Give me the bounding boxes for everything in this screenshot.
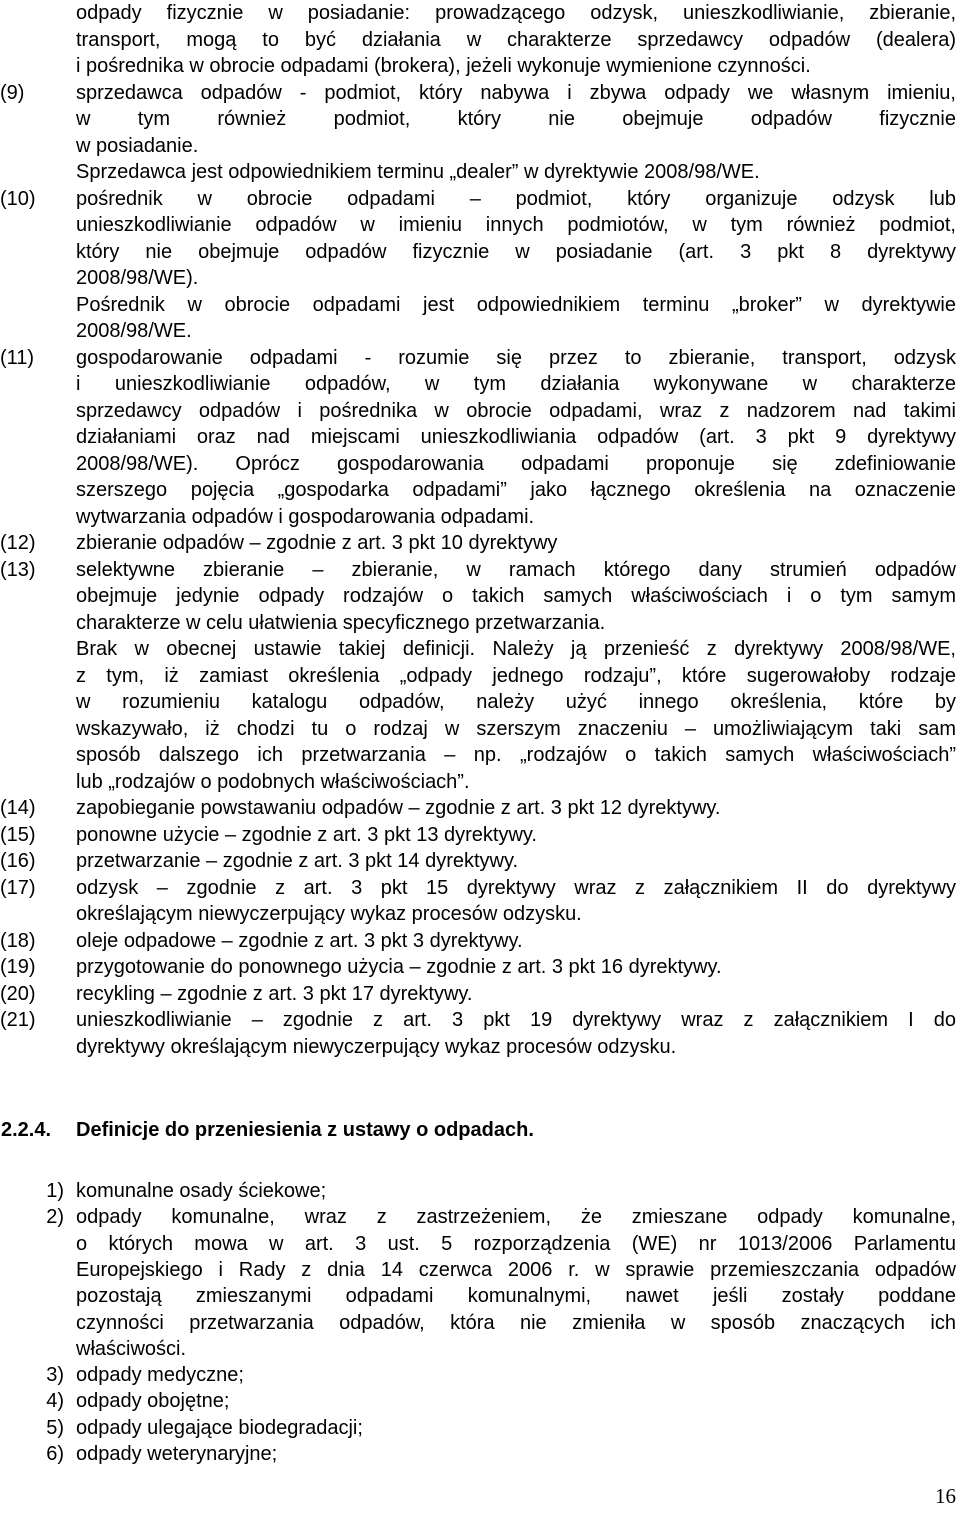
definition-line: w tym również podmiot, który nie obejmuje odpadów fizycznie [76,108,956,130]
definition-line: charakterze w celu ułatwienia specyficznego przetwarzania. [76,611,606,634]
definition-line: i unieszkodliwianie odpadów, w tym działania wykonywane w charakterze [76,373,956,395]
list-item-number: 6) [46,1443,64,1465]
definition-line: unieszkodliwianie odpadów w imieniu innych podmiotów, w tym również podmiot, [76,214,956,236]
list-item-line: odpady ulegające biodegradacji; [76,1416,363,1439]
definition-number: (12) [0,532,36,554]
list-item-line: odpady obojętne; [76,1390,230,1413]
definition-line: i pośrednika w obrocie odpadami (brokera), jeżeli wykonuje wymienione czynności. [76,55,811,77]
definition-number: (14) [0,797,36,819]
definition-line: w rozumieniu katalogu odpadów, należy użyć innego określenia, które by [76,691,956,713]
definition-line: obejmuje jedynie odpady rodzajów o takich samych właściwościach i o tym samym [76,585,956,607]
list-item-number: 4) [46,1390,64,1413]
definition-line: sposób dalszego ich przetwarzania – np. „rodzajów o takich samych właściwościach” [76,744,956,766]
definition-line: Sprzedawca jest odpowiednikiem terminu „dealer” w dyrektywie 2008/98/WE. [76,161,760,183]
list-item-line: o których mowa w art. 3 ust. 5 rozporządzenia (WE) nr 1013/2006 Parlamentu [76,1232,956,1255]
definition-line: zbieranie odpadów – zgodnie z art. 3 pkt 10 dyrektywy [76,532,558,554]
page-number: 16 [935,1484,956,1508]
definition-line: przetwarzanie – zgodnie z art. 3 pkt 14 dyrektywy. [76,850,519,872]
definition-number: (21) [0,1009,36,1031]
list-item-number: 3) [46,1364,64,1387]
list-item-number: 1) [46,1180,64,1202]
definition-line: wskazywało, iż chodzi tu o rodzaj w szerszym znaczeniu – umożliwiającym taki sam [76,717,956,740]
list-item-line: komunalne osady ściekowe; [76,1180,327,1202]
definition-number: (13) [0,558,36,581]
definition-line: 2008/98/WE). Oprócz gospodarowania odpadami proponuje się zdefiniowanie [76,452,956,475]
section-heading: Definicje do przeniesienia z ustawy o odpadach. [76,1119,534,1141]
definition-line: w posiadanie. [76,134,199,157]
definition-line: odzysk – zgodnie z art. 3 pkt 15 dyrektywy wraz z załącznikiem II do dyrektywy [76,876,956,899]
definition-line: 2008/98/WE). [76,267,199,289]
definition-line: działaniami oraz nad miejscami unieszkodliwiania odpadów (art. 3 pkt 9 dyrektywy [76,426,956,448]
definition-line: ponowne użycie – zgodnie z art. 3 pkt 13 dyrektywy. [76,823,537,846]
definition-number: (9) [0,81,25,104]
definition-line: recykling – zgodnie z art. 3 pkt 17 dyrektywy. [76,982,473,1005]
list-item-line: czynności przetwarzania odpadów, która nie zmieniła w sposób znaczących ich [76,1311,956,1334]
definition-number: (18) [0,929,36,952]
list-item-line: odpady medyczne; [76,1364,244,1387]
list-item-line: Europejskiego i Rady z dnia 14 czerwca 2006 r. w sprawie przemieszczania odpadów [76,1258,956,1281]
definition-line: selektywne zbieranie – zbieranie, w ramach którego dany strumień odpadów [76,558,956,581]
definition-number: (19) [0,956,36,978]
definition-number: (16) [0,850,36,872]
section-number: 2.2.4. [1,1119,52,1141]
definition-line: lub „rodzajów o podobnych właściwościach”. [76,770,470,793]
definition-line: odpady fizycznie w posiadanie: prowadzącego odzysk, unieszkodliwianie, zbieranie, [76,2,956,24]
definition-line: dyrektywy określającym niewyczerpujący wykaz procesów odzysku. [76,1035,677,1058]
definition-line: pośrednik w obrocie odpadami – podmiot, który organizuje odzysk lub [76,187,956,210]
definition-line: z tym, iż zamiast określenia „odpady jednego rodzaju”, które sugerowałoby rodzaje [76,664,956,687]
definition-number: (10) [0,187,36,210]
definition-line: określającym niewyczerpujący wykaz procesów odzysku. [76,903,582,925]
definition-line: oleje odpadowe – zgodnie z art. 3 pkt 3 dyrektywy. [76,929,523,952]
definition-number: (11) [0,346,35,369]
definition-line: wytwarzania odpadów i gospodarowania odpadami. [76,505,535,528]
definition-line: transport, mogą to być działania w charakterze sprzedawcy odpadów (dealera) [76,28,956,51]
definition-line: 2008/98/WE. [76,320,192,342]
definition-line: przygotowanie do ponownego użycia – zgodnie z art. 3 pkt 16 dyrektywy. [76,956,722,978]
list-item-line: odpady komunalne, wraz z zastrzeżeniem, że zmieszane odpady komunalne, [76,1206,956,1229]
definition-line: gospodarowanie odpadami - rozumie się przez to zbieranie, transport, odzysk [76,346,956,369]
list-item-number: 5) [46,1416,64,1439]
list-item-number: 2) [46,1206,64,1229]
definition-line: unieszkodliwianie – zgodnie z art. 3 pkt 19 dyrektywy wraz z załącznikiem I do [76,1009,956,1031]
definition-line: Pośrednik w obrocie odpadami jest odpowiednikiem terminu „broker” w dyrektywie [76,293,956,316]
definition-line: zapobieganie powstawaniu odpadów – zgodnie z art. 3 pkt 12 dyrektywy. [76,797,721,819]
list-item-line: odpady weterynaryjne; [76,1443,278,1465]
list-item-line: pozostają zmieszanymi odpadami komunalnymi, nawet jeśli zostały poddane [76,1285,956,1308]
definition-line: sprzedawcy odpadów i pośrednika w obrocie odpadami, wraz z nadzorem nad takimi [76,399,956,422]
definition-line: szerszego pojęcia „gospodarka odpadami” jako łącznego określenia na oznaczenie [76,479,956,501]
definition-line: który nie obejmuje odpadów fizycznie w posiadanie (art. 3 pkt 8 dyrektywy [76,240,956,263]
list-item-line: właściwości. [76,1337,187,1360]
definition-line: Brak w obecnej ustawie takiej definicji. Należy ją przenieść z dyrektywy 2008/98/WE, [76,638,956,660]
definition-number: (17) [0,876,36,899]
definition-line: sprzedawca odpadów - podmiot, który nabywa i zbywa odpady we własnym imieniu, [76,81,956,104]
definition-number: (20) [0,982,36,1005]
definition-number: (15) [0,823,36,846]
